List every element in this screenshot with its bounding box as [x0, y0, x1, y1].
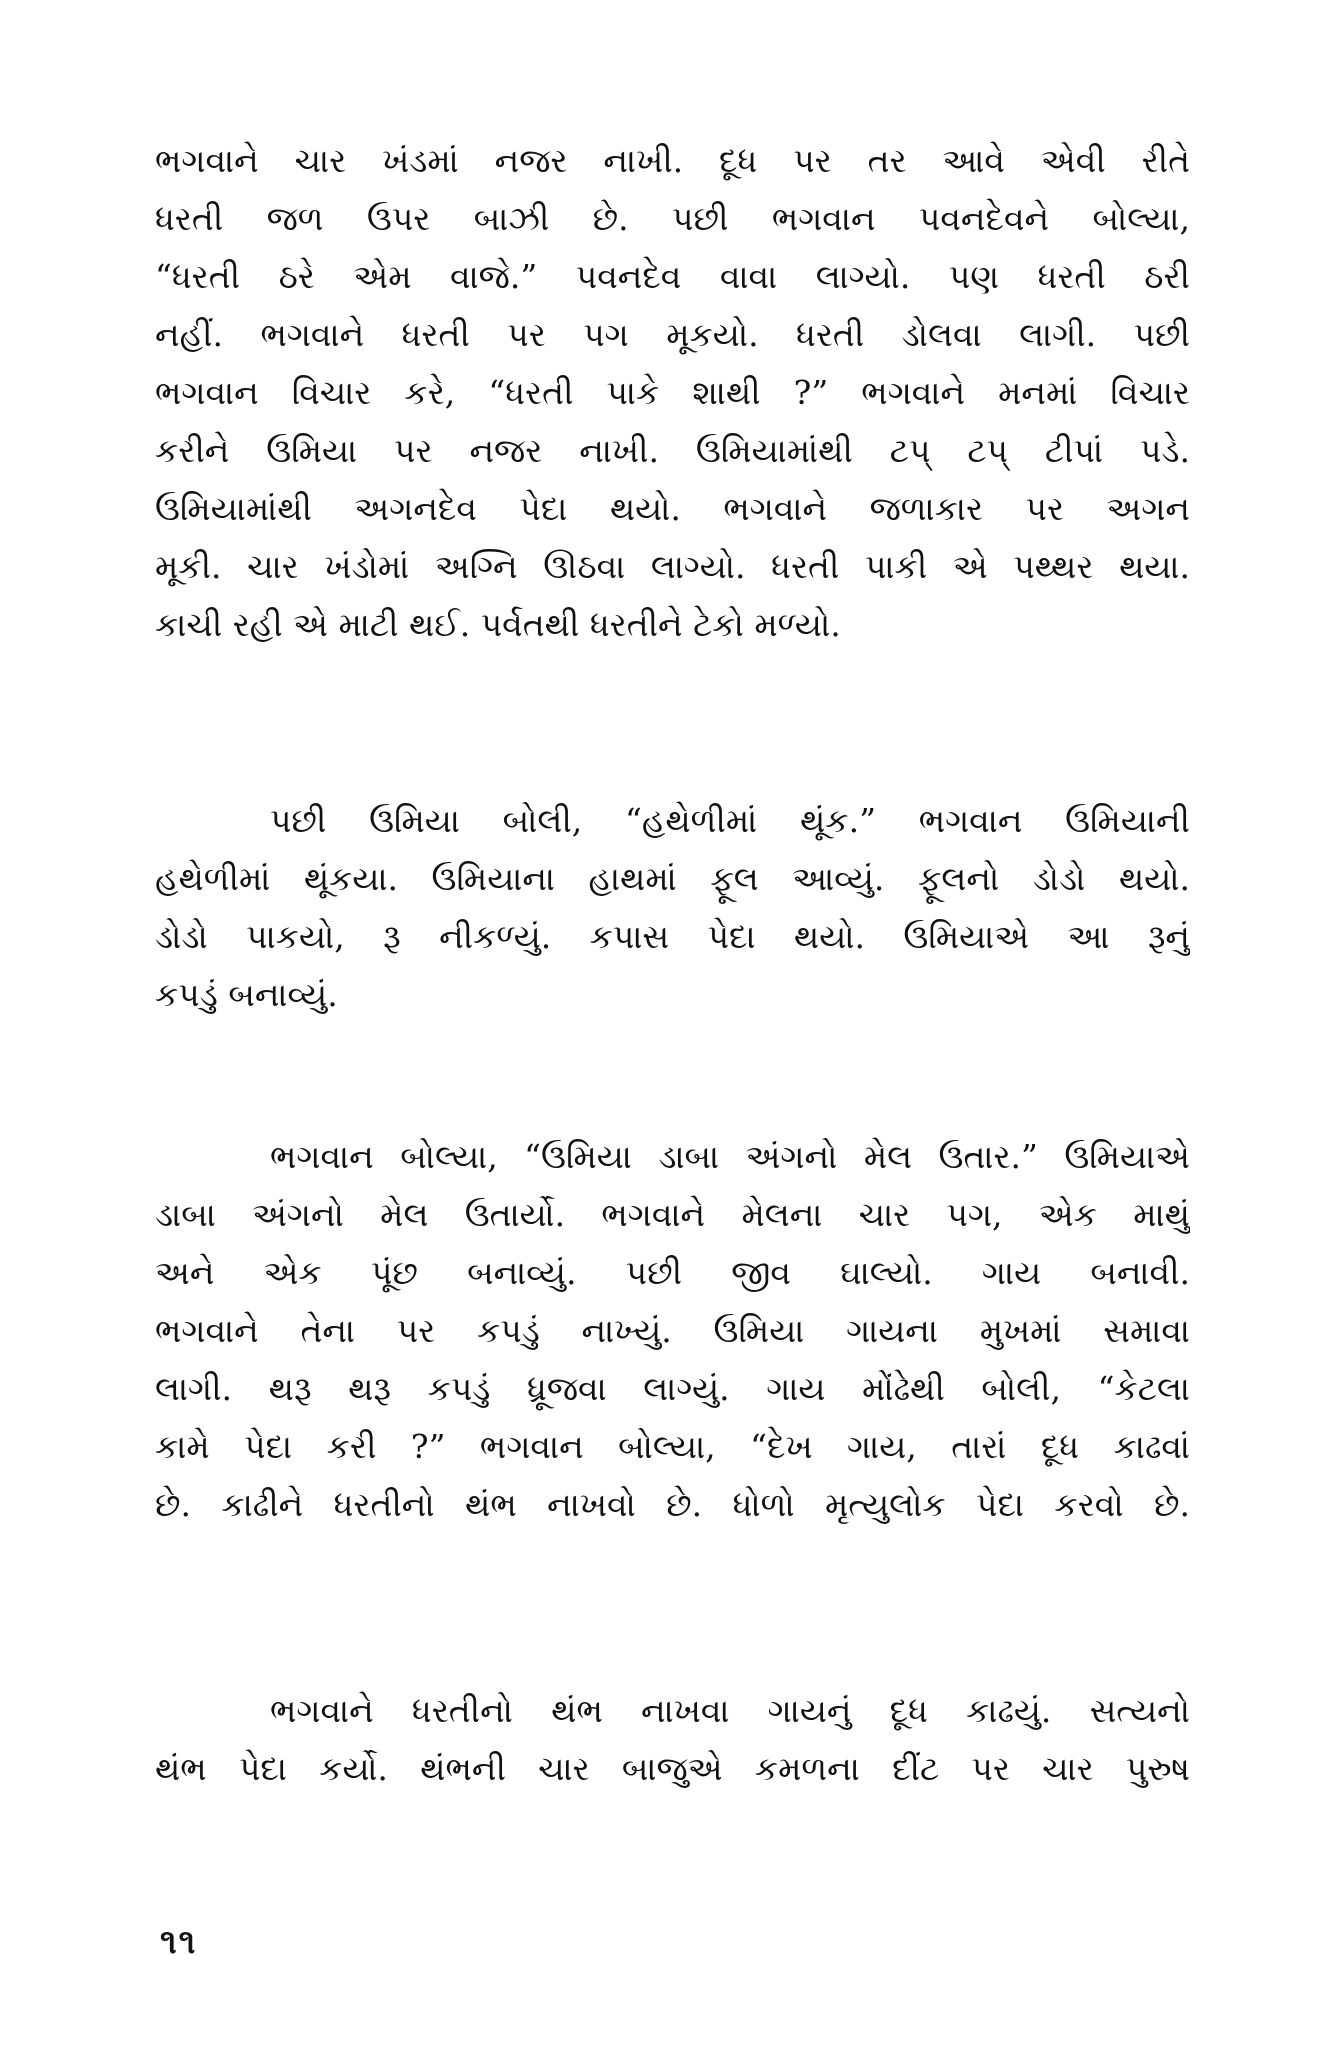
text-line: ડાબા અંગનો મેલ ઉતાર્યો. ભગવાને મેલના ચાર પગ, એક માથું [155, 1195, 1190, 1234]
text-line: અને એક પૂંછ બનાવ્યું. પછી જીવ ઘાલ્યો. ગાય બનાવી. [155, 1253, 1190, 1292]
text-line: મૂકી. ચાર ખંડોમાં અગ્નિ ઊઠવા લાગ્યો. ધરતી પાકી એ પથ્થર થયા. [155, 547, 1190, 586]
text-line: ડોડો પાકયો, રૂ નીકળ્યું. કપાસ પેદા થયો. ઉમિયાએ આ રૂનું [155, 917, 1190, 956]
text-line: હથેળીમાં થૂંકયા. ઉમિયાના હાથમાં ફૂલ આવ્યું. ફૂલનો ડોડો થયો. [155, 859, 1190, 898]
text-line: કરીને ઉમિયા પર નજર નાખી. ઉમિયામાંથી ટપ્ ટપ્ ટીપાં પડે. [155, 431, 1190, 470]
text-line: નહીં. ભગવાને ધરતી પર પગ મૂકયો. ધરતી ડોલવા લાગી. પછી [155, 315, 1190, 354]
text-line: ભગવાને ચાર ખંડમાં નજર નાખી. દૂધ પર તર આવે એવી રીતે [155, 141, 1190, 180]
text-line: થંભ પેદા કર્યો. થંભની ચાર બાજુએ કમળના દીંટ પર ચાર પુરુષ [155, 1749, 1190, 1788]
text-line: ધરતી જળ ઉપર બાઝી છે. પછી ભગવાન પવનદેવને બોલ્યા, [155, 199, 1190, 238]
text-line: ભગવાન વિચાર કરે, “ધરતી પાકે શાથી ?” ભગવાને મનમાં વિચાર [155, 373, 1190, 412]
text-line: ભગવાન બોલ્યા, “ઉમિયા ડાબા અંગનો મેલ ઉતાર.” ઉમિયાએ [270, 1137, 1190, 1176]
paragraph-pillar-of-truth [155, 1682, 1190, 1798]
text-line: ઉમિયામાંથી અગનદેવ પેદા થયો. ભગવાને જળાકાર પર અગન [155, 489, 1190, 528]
paragraph-cotton-cloth [155, 792, 1190, 1024]
text-line: ભગવાને ધરતીનો થંભ નાખવા ગાયનું દૂધ કાઢયું. સત્યનો [270, 1691, 1190, 1730]
text-line: “ધરતી ઠરે એમ વાજે.” પવનદેવ વાવા લાગ્યો. પણ ધરતી ઠરી [155, 257, 1190, 296]
text-line: છે. કાઢીને ધરતીનો થંભ નાખવો છે. ધોળો મૃત્યુલોક પેદા કરવો છે. [155, 1485, 1190, 1524]
paragraph-creation-of-earth [155, 132, 1190, 654]
text-line: પછી ઉમિયા બોલી, “હથેળીમાં થૂંક.” ભગવાન ઉમિયાની [270, 801, 1190, 840]
text-line: કામે પેદા કરી ?” ભગવાન બોલ્યા, “દેખ ગાય, તારાં દૂધ કાઢવાં [155, 1427, 1190, 1466]
text-line: કપડું બનાવ્યું. [155, 975, 338, 1014]
text-line: લાગી. થરૂ થરૂ કપડું ધ્રૂજવા લાગ્યું. ગાય મોંઢેથી બોલી, “કેટલા [155, 1369, 1190, 1408]
text-line: ભગવાને તેના પર કપડું નાખ્યું. ઉમિયા ગાયના મુખમાં સમાવા [155, 1311, 1190, 1350]
page-number: ૧૧ [160, 1922, 198, 1962]
paragraph-creation-of-cow [155, 1128, 1190, 1534]
text-line: કાચી રહી એ માટી થઈ. પર્વતથી ધરતીને ટેકો મળ્યો. [155, 605, 841, 644]
